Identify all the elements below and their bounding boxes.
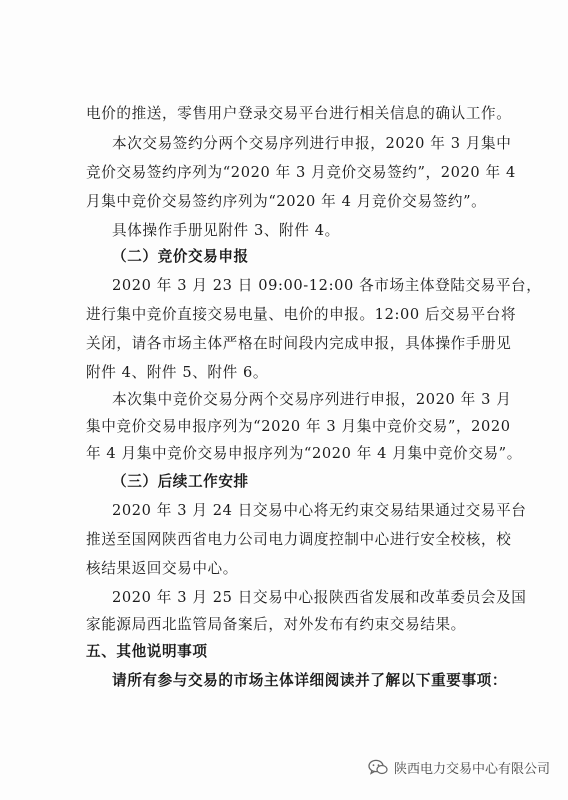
body-line: 2020 年 3 月 24 日交易中心将无约束交易结果通过交易平台	[112, 502, 527, 519]
body-line: 本次集中竞价交易分两个交易序列进行申报，2020 年 3 月	[112, 391, 512, 408]
body-line: 具体操作手册见附件 3、附件 4。	[112, 222, 340, 239]
body-line: 2020 年 3 月 23 日 09:00-12:00 各市场主体登陆交易平台，	[112, 277, 542, 294]
body-line: 家能源局西北监管局备案后，对外发布有约束交易结果。	[86, 616, 466, 633]
body-line: 电价的推送，零售用户登录交易平台进行相关信息的确认工作。	[86, 105, 512, 122]
body-line: 2020 年 3 月 25 日交易中心报陕西省发展和改革委员会及国	[112, 589, 527, 606]
body-line: 推送至国网陕西省电力公司电力调度控制中心进行安全校核，校	[86, 531, 512, 548]
section-heading: 五、其他说明事项	[86, 643, 208, 660]
watermark-text: 陕西电力交易中心有限公司	[393, 761, 550, 777]
section-heading: 请所有参与交易的市场主体详细阅读并了解以下重要事项：	[112, 672, 508, 689]
body-line: 集中竞价交易申报序列为“2020 年 3 月集中竞价交易”，2020	[86, 418, 511, 435]
section-heading: （二）竞价交易申报	[112, 248, 249, 265]
body-line: 关闭，请各市场主体严格在时间段内完成申报，具体操作手册见	[86, 335, 512, 352]
body-line: 进行集中竞价直接交易电量、电价的申报。12:00 后交易平台将	[86, 306, 517, 323]
body-line: 月集中竞价交易签约序列为“2020 年 4 月竞价交易签约”。	[86, 193, 487, 210]
body-line: 核结果返回交易中心。	[86, 560, 238, 577]
body-line: 本次交易签约分两个交易序列进行申报，2020 年 3 月集中	[112, 135, 512, 152]
body-line: 附件 4、附件 5、附件 6。	[86, 364, 269, 381]
wechat-icon	[368, 759, 388, 775]
body-line: 竞价交易签约序列为“2020 年 3 月竞价交易签约”，2020 年 4	[86, 164, 516, 181]
section-heading: （三）后续工作安排	[112, 473, 249, 490]
body-line: 年 4 月集中竞价交易申报序列为“2020 年 4 月集中竞价交易”。	[86, 445, 522, 462]
watermark	[368, 756, 550, 778]
